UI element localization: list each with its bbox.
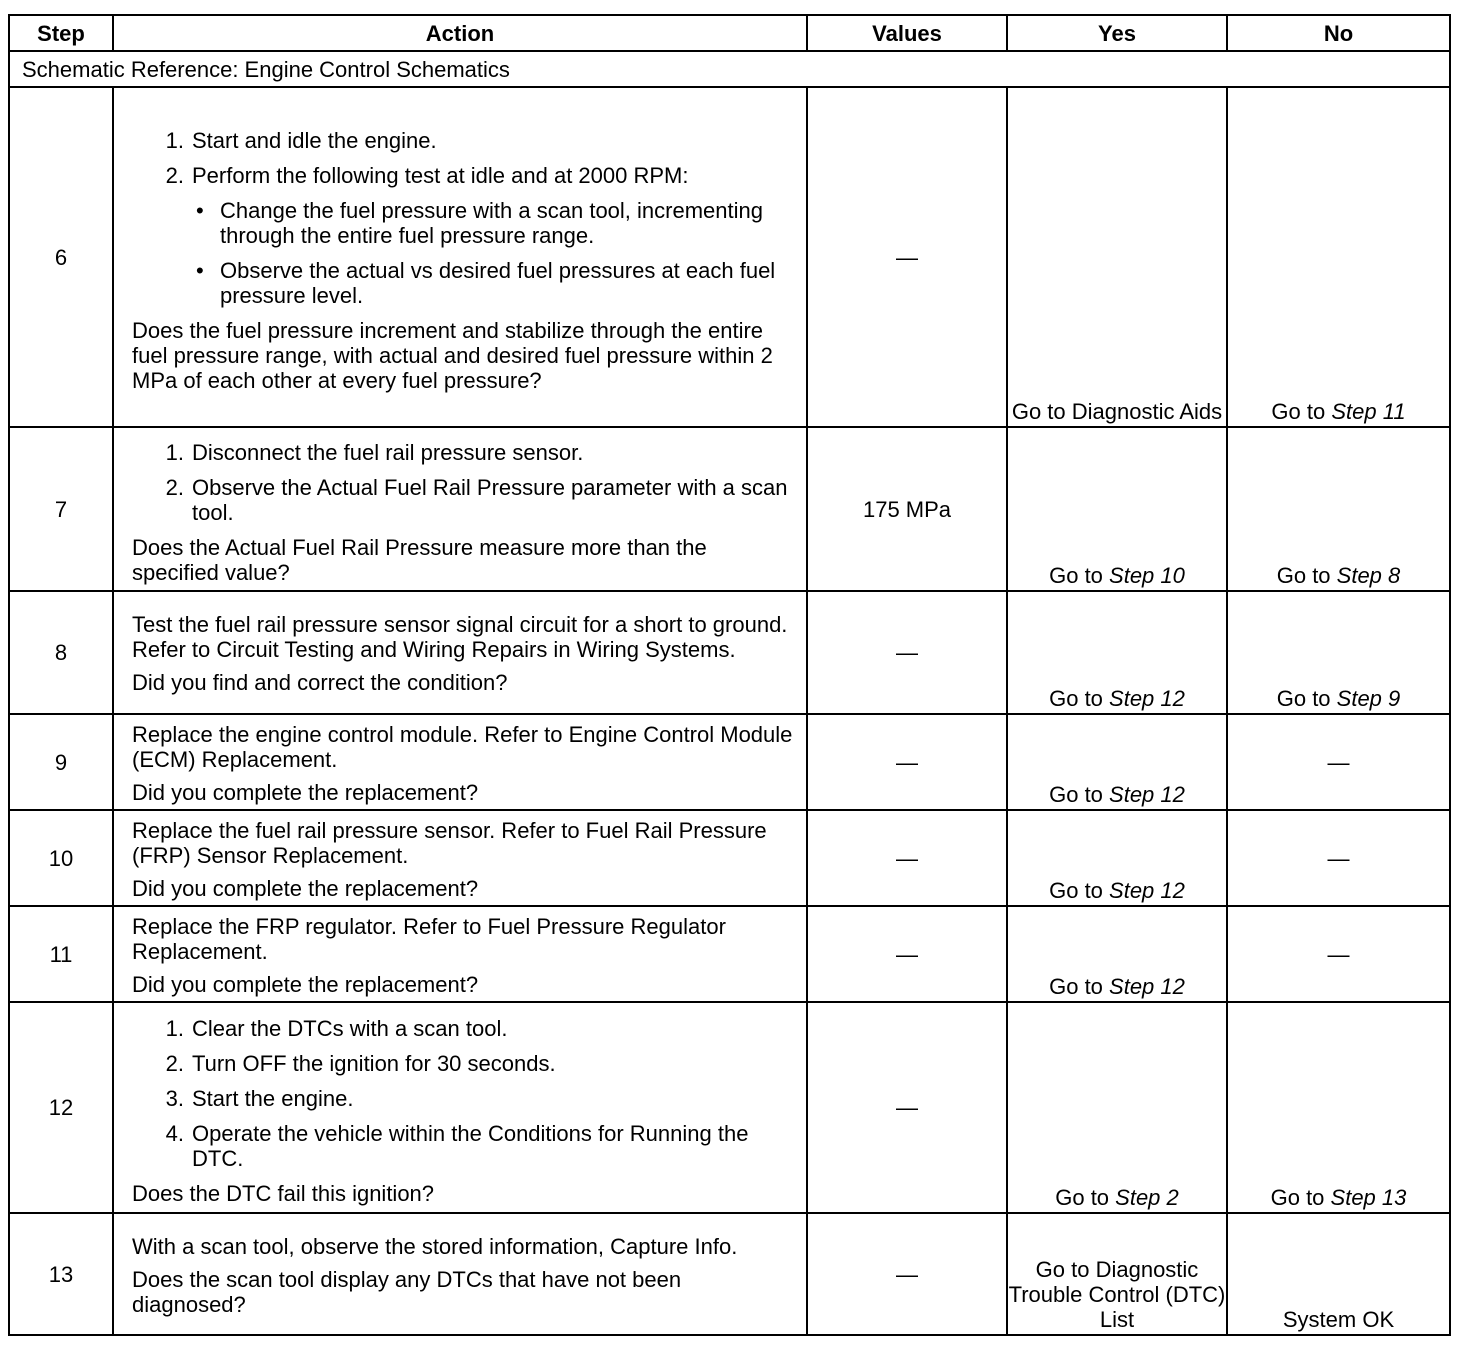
header-row [9, 15, 1450, 51]
question-text: Did you find and correct the condition? [132, 670, 508, 695]
action-cell [113, 87, 807, 427]
list-item: 2. Perform the following test at idle and at 2000 RPM: [150, 163, 794, 188]
question-text: Does the scan tool display any DTCs that have not been diagnosed? [132, 1266, 682, 1317]
yes-prefix: Go to [1049, 563, 1110, 588]
step-number: 10 [9, 810, 113, 906]
step-link[interactable]: Step 11 [1331, 399, 1406, 424]
step-link[interactable]: Step 12 [1109, 878, 1185, 903]
yes-cell [1007, 810, 1227, 906]
list-item-text: Perform the following test at idle and at 2000 RPM: [192, 162, 689, 188]
no-prefix: Go to [1276, 686, 1337, 711]
list-item: 4. Operate the vehicle within the Conditions for Running the DTC. [150, 1121, 794, 1171]
yes-prefix: Go to [1049, 878, 1110, 903]
step-link[interactable]: Step 9 [1336, 686, 1401, 711]
header-values: Values [807, 15, 1007, 51]
list-item-text: Operate the vehicle within the Conditions for Running the DTC. [192, 1120, 749, 1171]
yes-cell [1007, 714, 1227, 810]
table-row [9, 1002, 1450, 1213]
question-text: Does the fuel pressure increment and stabilize through the entire fuel pressure range, with actual and desired fuel pressure within 2 MPa of each other at every fuel pressure? [132, 317, 773, 393]
schematic-reference-row [9, 51, 1450, 87]
yes-cell: Go to Diagnostic Trouble Control (DTC) List [1007, 1213, 1227, 1335]
list-item-text: Disconnect the fuel rail pressure sensor. [192, 439, 584, 465]
list-item-text: Start and idle the engine. [192, 127, 437, 153]
list-item: 1. Disconnect the fuel rail pressure sensor. [150, 440, 794, 465]
step-number: 13 [9, 1213, 113, 1335]
action-text: Replace the FRP regulator. Refer to Fuel Pressure Regulator Replacement. [132, 913, 726, 964]
table-row [9, 87, 1450, 427]
question-text: Did you complete the replacement? [132, 971, 479, 997]
question-text: Did you complete the replacement? [132, 875, 479, 901]
header-step: Step [9, 15, 113, 51]
no-cell [1227, 1002, 1450, 1213]
table-row [9, 714, 1450, 810]
step-link[interactable]: Step 10 [1109, 563, 1185, 588]
list-item: 3. Start the engine. [150, 1086, 794, 1111]
step-link[interactable]: Step 13 [1330, 1185, 1407, 1210]
no-cell: System OK [1227, 1213, 1450, 1335]
value-cell: — [807, 87, 1007, 427]
yes-cell [1007, 1002, 1227, 1213]
bullet-item: • Observe the actual vs desired fuel pressures at each fuel pressure level. [196, 258, 794, 308]
no-cell: — [1227, 906, 1450, 1002]
yes-prefix: Go to [1049, 686, 1110, 711]
header-no: No [1227, 15, 1450, 51]
list-item: 2. Turn OFF the ignition for 30 seconds. [150, 1051, 794, 1076]
question-text: Did you complete the replacement? [132, 779, 479, 805]
schematic-reference: Schematic Reference: Engine Control Schematics [9, 51, 1450, 87]
action-text: With a scan tool, observe the stored information, Capture Info. [132, 1233, 738, 1259]
action-text: Test the fuel rail pressure sensor signal circuit for a short to ground. Refer to Circuit Testing and Wiring Repairs in Wiring Systems. [132, 612, 788, 662]
question-text: Does the Actual Fuel Rail Pressure measure more than the specified value? [132, 534, 707, 585]
step-number: 12 [9, 1002, 113, 1213]
table-row [9, 591, 1450, 714]
step-number: 9 [9, 714, 113, 810]
table-row [9, 810, 1450, 906]
action-cell [113, 1002, 807, 1213]
value-cell: 175 MPa [807, 427, 1007, 591]
step-number: 8 [9, 591, 113, 714]
header-yes: Yes [1007, 15, 1227, 51]
action-text: Replace the engine control module. Refer to Engine Control Module (ECM) Replacement. [132, 721, 793, 772]
value-cell: — [807, 591, 1007, 714]
yes-cell: Go to Diagnostic Aids [1007, 87, 1227, 427]
no-cell: — [1227, 810, 1450, 906]
step-number: 7 [9, 427, 113, 591]
list-item-text: Turn OFF the ignition for 30 seconds. [192, 1050, 556, 1076]
bullet-item: • Change the fuel pressure with a scan tool, incrementing through the entire fuel pressure range. [196, 198, 794, 248]
bullet-text: Change the fuel pressure with a scan tool, incrementing through the entire fuel pressure range. [220, 197, 763, 248]
value-cell: — [807, 906, 1007, 1002]
list-item-text: Clear the DTCs with a scan tool. [192, 1015, 508, 1041]
no-cell [1227, 427, 1450, 591]
step-number: 6 [9, 87, 113, 427]
step-number: 11 [9, 906, 113, 1002]
action-text: Replace the fuel rail pressure sensor. Refer to Fuel Rail Pressure (FRP) Sensor Replacement. [132, 817, 767, 868]
step-link[interactable]: Step 12 [1109, 974, 1185, 999]
no-cell [1227, 591, 1450, 714]
bullet-text: Observe the actual vs desired fuel pressures at each fuel pressure level. [220, 257, 776, 308]
table-row [9, 1213, 1450, 1335]
action-cell [113, 427, 807, 591]
yes-cell [1007, 427, 1227, 591]
yes-prefix: Go to [1055, 1185, 1116, 1210]
value-cell: — [807, 810, 1007, 906]
action-cell [113, 714, 807, 810]
header-action: Action [113, 15, 807, 51]
list-item: 2. Observe the Actual Fuel Rail Pressure parameter with a scan tool. [150, 475, 794, 525]
action-cell [113, 591, 807, 714]
yes-prefix: Go to [1049, 974, 1110, 999]
action-cell [113, 810, 807, 906]
list-item: 1. Start and idle the engine. [150, 128, 794, 153]
table-row [9, 906, 1450, 1002]
value-cell: — [807, 714, 1007, 810]
diagnostic-table [8, 14, 1451, 1336]
yes-prefix: Go to [1049, 782, 1110, 807]
no-prefix: Go to [1276, 563, 1337, 588]
question-text: Does the DTC fail this ignition? [132, 1180, 435, 1206]
yes-cell [1007, 591, 1227, 714]
list-item-text: Observe the Actual Fuel Rail Pressure parameter with a scan tool. [192, 474, 788, 525]
value-cell: — [807, 1213, 1007, 1335]
no-cell [1227, 87, 1450, 427]
action-cell [113, 1213, 807, 1335]
step-link[interactable]: Step 8 [1336, 563, 1401, 588]
action-cell [113, 906, 807, 1002]
no-cell: — [1227, 714, 1450, 810]
step-link[interactable]: Step 12 [1109, 686, 1185, 711]
table-row [9, 427, 1450, 591]
no-prefix: Go to [1270, 1185, 1331, 1210]
no-prefix: Go to [1271, 399, 1332, 424]
value-cell: — [807, 1002, 1007, 1213]
list-item: 1. Clear the DTCs with a scan tool. [150, 1016, 794, 1041]
step-link[interactable]: Step 12 [1109, 782, 1185, 807]
yes-cell [1007, 906, 1227, 1002]
list-item-text: Start the engine. [192, 1085, 354, 1111]
step-link[interactable]: Step 2 [1115, 1185, 1179, 1210]
